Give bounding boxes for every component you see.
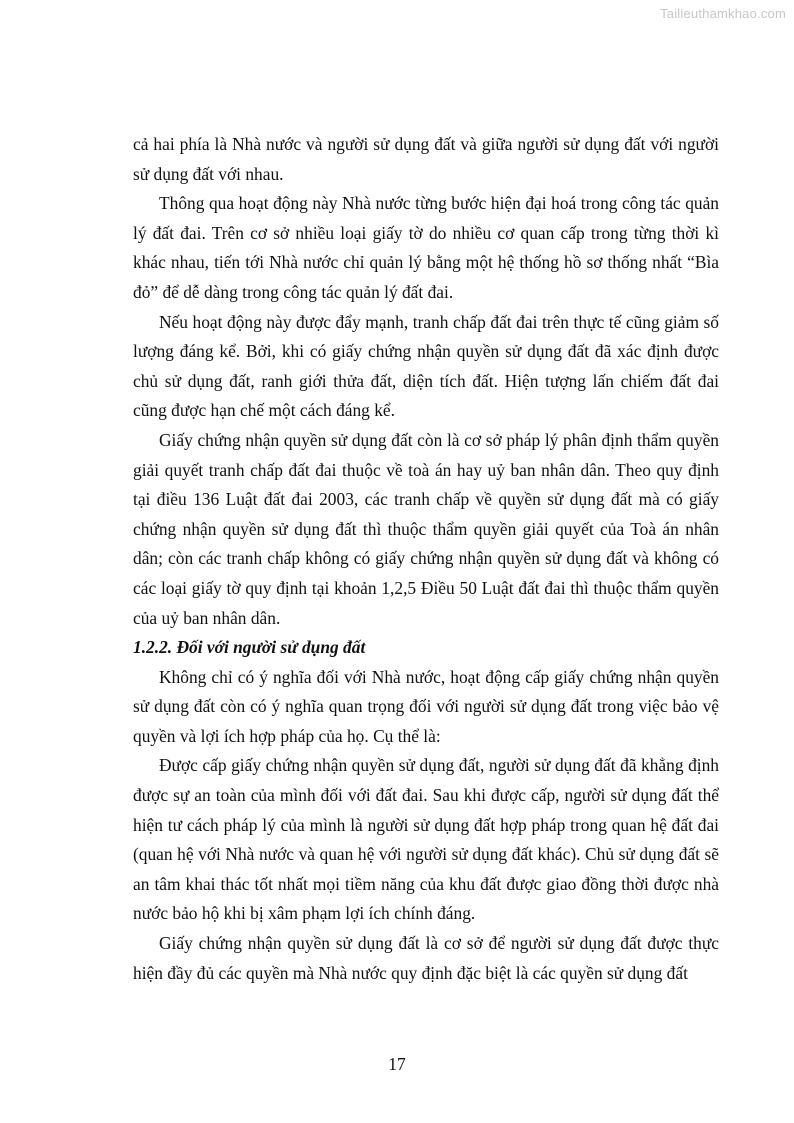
paragraph: Giấy chứng nhận quyền sử dụng đất là cơ sở để người sử dụng đất được thực hiện đầy đủ các quyền mà Nhà nước quy định đặc biệt là các quyền sử dụng đất (133, 933, 719, 983)
paragraph: Được cấp giấy chứng nhận quyền sử dụng đất, người sử dụng đất đã khẳng định được sự an toàn của mình đối với đất đai. Sau khi được cấp, người sử dụng đất thể hiện tư cách pháp lý của mình là người sử dụng đất hợp pháp trong quan hệ đất đai (quan hệ với Nhà nước và quan hệ với người sử dụng đất khác). Chủ sử dụng đất sẽ an tâm khai thác tốt nhất mọi tiềm năng của khu đất được giao đồng thời được nhà nước bảo hộ khi bị xâm phạm lợi ích chính đáng. (133, 755, 719, 924)
paragraph: Không chỉ có ý nghĩa đối với Nhà nước, hoạt động cấp giấy chứng nhận quyền sử dụng đất còn có ý nghĩa quan trọng đối với người sử dụng đất trong việc bảo vệ quyền và lợi ích hợp pháp của họ. Cụ thể là: (133, 666, 719, 746)
paragraph-continuation: cả hai phía là Nhà nước và người sử dụng đất và giữa người sử dụng đất với người sử dụng đất với nhau. (133, 134, 719, 184)
document-body (133, 130, 719, 988)
paragraph: Giấy chứng nhận quyền sử dụng đất còn là cơ sở pháp lý phân định thẩm quyền giải quyết tranh chấp đất đai thuộc về toà án hay uỷ ban nhân dân. Theo quy định tại điều 136 Luật đất đai 2003, các tranh chấp về quyền sử dụng đất mà có giấy chứng nhận quyền sử dụng đất thì thuộc thẩm quyền giải quyết của Toà án nhân dân; còn các tranh chấp không có giấy chứng nhận quyền sử dụng đất và không có các loại giấy tờ quy định tại khoản 1,2,5 Điều 50 Luật đất đai thì thuộc thẩm quyền của uỷ ban nhân dân. (133, 429, 719, 628)
paragraph: Nếu hoạt động này được đẩy mạnh, tranh chấp đất đai trên thực tế cũng giảm số lượng đáng kể. Bởi, khi có giấy chứng nhận quyền sử dụng đất đã xác định được chủ sử dụng đất, ranh giới thửa đất, diện tích đất. Hiện tượng lấn chiếm đất đai cũng được hạn chế một cách đáng kể. (133, 311, 719, 421)
watermark: Tailieuthamkhao.com (660, 6, 786, 21)
page-number: 17 (388, 1054, 406, 1074)
paragraph: Thông qua hoạt động này Nhà nước từng bước hiện đại hoá trong công tác quản lý đất đai. Trên cơ sở nhiều loại giấy tờ do nhiều cơ quan cấp trong từng thời kì khác nhau, tiến tới Nhà nước chỉ quản lý bằng một hệ thống hồ sơ thống nhất “Bìa đỏ” để dễ dàng trong công tác quản lý đất đai. (133, 193, 719, 302)
section-heading: 1.2.2. Đối với người sử dụng đất (133, 637, 366, 658)
